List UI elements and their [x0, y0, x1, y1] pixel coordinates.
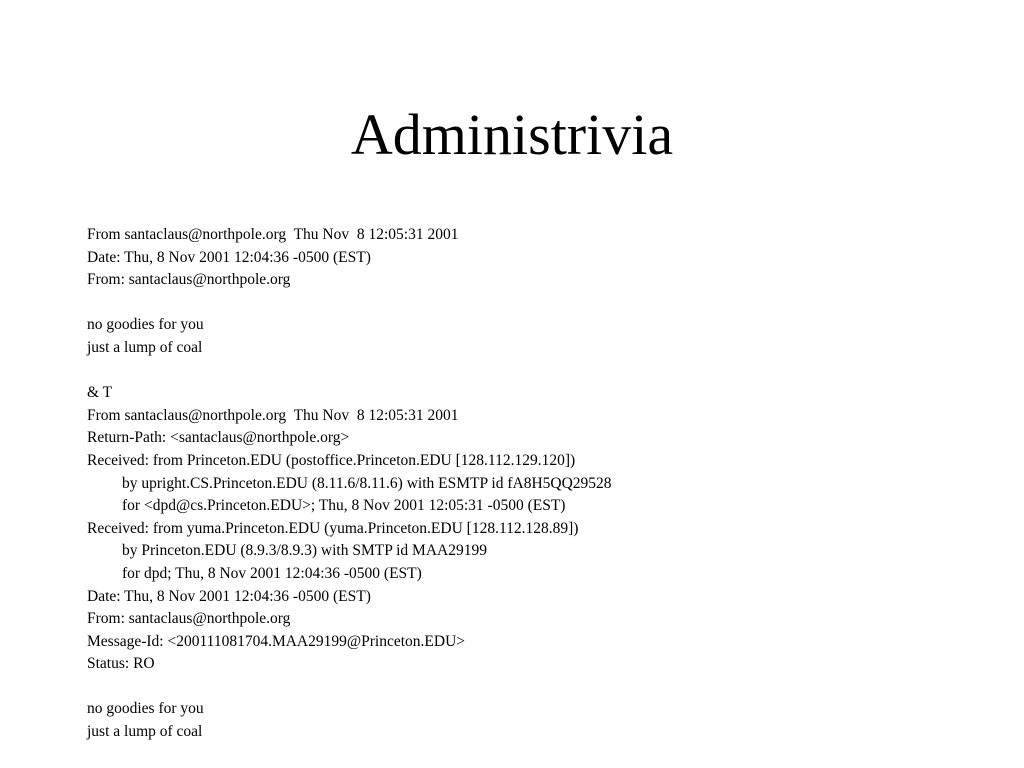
email-line: From santaclaus@northpole.org Thu Nov 8 12:05:31 2001 [87, 406, 459, 424]
email-line: Message-Id: <200111081704.MAA29199@Princeton.EDU> [87, 632, 466, 650]
email-line-indented: by upright.CS.Princeton.EDU (8.11.6/8.11.6) with ESMTP id fA8H5QQ29528 [122, 474, 612, 492]
email-line: Status: RO [87, 655, 155, 673]
email-line: From santaclaus@northpole.org Thu Nov 8 12:05:31 2001 [87, 226, 459, 243]
email-text-block [87, 224, 987, 744]
blank-line [87, 676, 987, 699]
email-line-indented: for dpd; Thu, 8 Nov 2001 12:04:36 -0500 (EST) [122, 564, 422, 582]
email-line: no goodies for you [87, 316, 204, 334]
blank-line [87, 360, 987, 383]
email-line: Date: Thu, 8 Nov 2001 12:04:36 -0500 (EST) [87, 248, 371, 266]
email-line: just a lump of coal [87, 723, 203, 741]
email-line: just a lump of coal [87, 338, 203, 356]
email-line: From: santaclaus@northpole.org [87, 271, 291, 289]
blank-line [87, 292, 987, 315]
email-line: no goodies for you [87, 700, 204, 718]
email-line-indented: for <dpd@cs.Princeton.EDU>; Thu, 8 Nov 2001 12:05:31 -0500 (EST) [122, 497, 566, 515]
email-line-indented: by Princeton.EDU (8.9.3/8.9.3) with SMTP id MAA29199 [122, 542, 487, 560]
email-line: Received: from yuma.Princeton.EDU (yuma.Princeton.EDU [128.112.128.89]) [87, 519, 579, 537]
email-line: Date: Thu, 8 Nov 2001 12:04:36 -0500 (EST) [87, 587, 371, 605]
email-line: Received: from Princeton.EDU (postoffice.Princeton.EDU [128.112.129.120]) [87, 451, 576, 469]
slide-title: Administrivia [350, 102, 674, 167]
email-line: From: santaclaus@northpole.org [87, 610, 291, 628]
email-line: Return-Path: <santaclaus@northpole.org> [87, 429, 350, 447]
mail-prompt-line: & T [87, 384, 113, 402]
